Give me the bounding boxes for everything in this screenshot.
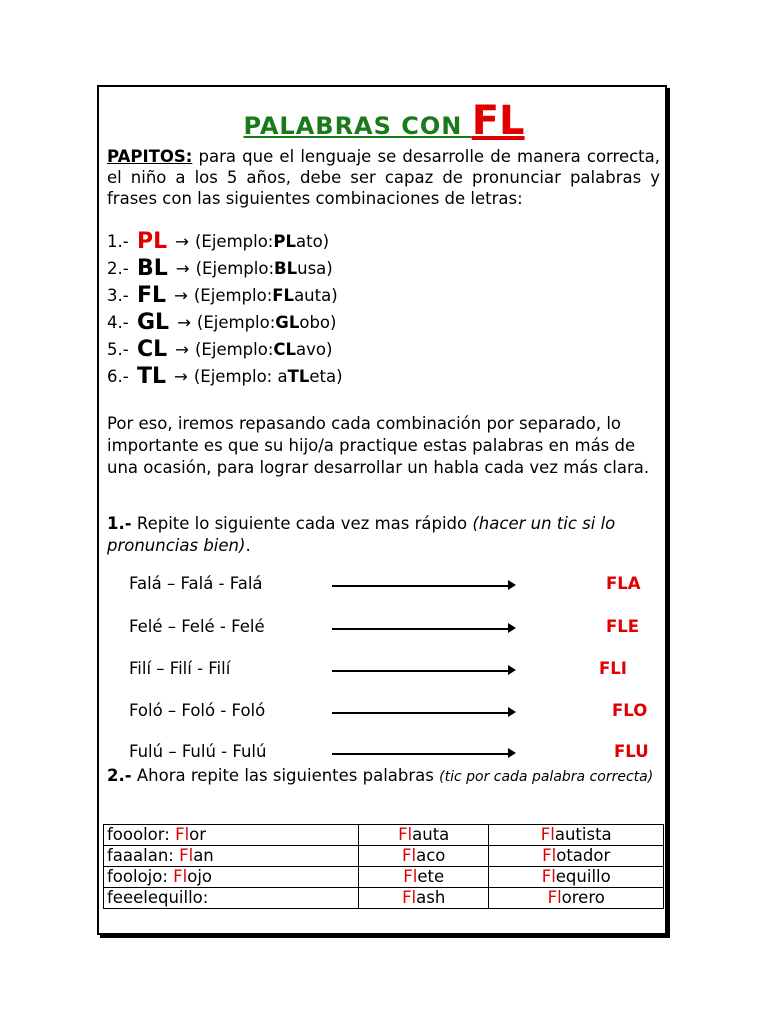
arrow-head-icon [508,665,516,675]
table-cell [489,888,664,909]
exercise-1-note: (hacer un tic si lo pronuncias bien) [107,514,616,555]
arrow-line [332,670,510,672]
cell-highlight: Fl [398,825,413,844]
drill-row [0,617,768,639]
arrow-icon: → [175,340,189,359]
title-highlight: FL [471,98,525,144]
combo-example-rest: usa) [297,259,333,278]
title-text: PALABRAS CON [243,112,472,140]
arrow-head-icon [508,580,516,590]
drill-word: Foló – Foló - Foló [129,701,266,720]
combo-key: PL [137,229,168,254]
table-cell [104,825,359,846]
arrow-line [332,753,510,755]
table-cell [358,867,489,888]
table-row [104,867,664,888]
cell-prefix: foolojo: [107,867,174,886]
combo-number: 4.- [107,313,129,332]
arrow-icon: → [175,232,189,251]
combo-example-label: (Ejemplo: a [193,367,288,386]
drill-row [0,659,768,681]
cell-prefix: faaalan: [107,846,180,865]
table-cell [358,846,489,867]
table-row [104,825,664,846]
combo-key: BL [137,256,168,281]
table-row [104,888,664,909]
exercise-2-note: (tic por cada palabra correcta) [439,769,654,785]
intro-paragraph [107,146,660,209]
combo-example-label: (Ejemplo: [196,313,276,332]
drill-syllable: FLI [599,659,627,678]
exercise-1-instruction [107,513,660,557]
combo-example-bold: TL [287,367,310,386]
table-cell [104,846,359,867]
combination-list [107,228,343,390]
drill-row [0,574,768,596]
arrow-icon: → [174,367,188,386]
explanation-paragraph: Por eso, iremos repasando cada combinación por separado, lo importante es que su hijo/a practique estas palabras en más de una ocasión, para lograr desarrollar un habla cada vez más clara. [107,414,650,477]
combo-item [107,228,343,255]
cell-highlight: Fl [175,825,190,844]
arrow-line [332,628,510,630]
combo-number: 2.- [107,259,129,278]
combo-example-label: (Ejemplo: [195,340,274,359]
intro-label: PAPITOS: [107,147,193,166]
exercise-2-text: Ahora repite las siguientes palabras [131,766,440,785]
worksheet-frame [97,85,667,935]
cell-rest: autista [554,825,612,844]
cell-highlight: Fl [547,888,562,907]
combo-example-bold: FL [272,286,295,305]
combo-example-bold: PL [273,232,296,251]
combo-example-label: (Ejemplo: [193,286,273,305]
arrow-head-icon [508,748,516,758]
combo-item [107,363,343,390]
arrow-head-icon [508,707,516,717]
intro-text: para que el lenguaje se desarrolle de manera correcta, el niño a los 5 años, debe ser capaz de pronunciar palabras y frases con las siguientes combinaciones de letras: [107,147,660,208]
drill-word: Fulú – Fulú - Fulú [129,742,267,761]
table-cell [489,867,664,888]
drill-word: Filí – Filí - Filí [129,659,231,678]
combo-example-rest: obo) [299,313,337,332]
exercise-2-instruction [107,766,660,787]
combo-key: TL [137,364,167,389]
drill-row [0,742,768,764]
cell-rest: ash [416,888,446,907]
combo-number: 1.- [107,232,129,251]
combo-item [107,255,343,282]
combo-key: FL [137,283,167,308]
table-cell [104,867,359,888]
cell-rest: ete [417,867,445,886]
cell-rest: ojo [187,867,213,886]
cell-rest: equillo [555,867,611,886]
combo-number: 3.- [107,286,129,305]
arrow-icon: → [174,286,188,305]
combo-example-rest: eta) [309,367,343,386]
drill-syllable: FLU [614,742,649,761]
combo-example-rest: ato) [295,232,330,251]
cell-highlight: Fl [179,846,194,865]
drill-word: Felé – Felé - Felé [129,617,265,636]
table-row [104,846,664,867]
combo-item [107,336,343,363]
cell-rest: aco [416,846,446,865]
drill-row [0,701,768,723]
combo-item [107,309,343,336]
word-table [103,824,664,909]
combo-example-bold: GL [275,313,300,332]
cell-highlight: Fl [542,846,557,865]
arrow-line [332,712,510,714]
combo-example-rest: auta) [294,286,338,305]
combo-example-bold: BL [274,259,298,278]
cell-rest: an [193,846,214,865]
combo-key: CL [137,337,168,362]
cell-rest: auta [412,825,450,844]
combo-item [107,282,343,309]
page-title [0,98,768,144]
table-cell [489,846,664,867]
drill-word: Falá – Falá - Falá [129,574,263,593]
cell-highlight: Fl [173,867,188,886]
drill-syllable: FLO [612,701,648,720]
drill-syllable: FLE [606,617,640,636]
cell-prefix: fooolor: [107,825,176,844]
arrow-head-icon [508,623,516,633]
combo-key: GL [137,310,170,335]
combo-example-label: (Ejemplo: [194,232,274,251]
arrow-line [332,585,510,587]
cell-highlight: Fl [402,846,417,865]
table-cell [358,825,489,846]
cell-rest: otador [556,846,611,865]
table-cell [104,888,359,909]
combo-example-bold: CL [273,340,297,359]
arrow-icon: → [175,259,190,278]
cell-highlight: Fl [541,867,556,886]
cell-prefix: feeelequillo: [107,888,209,907]
drill-syllable: FLA [606,574,641,593]
exercise-1-end: . [245,536,251,555]
exercise-1-text: Repite lo siguiente cada vez mas rápido [131,514,473,533]
combo-number: 5.- [107,340,129,359]
cell-rest: orero [561,888,605,907]
exercise-2-number: 2.- [107,766,132,785]
combo-example-label: (Ejemplo: [195,259,275,278]
cell-highlight: Fl [403,867,418,886]
combo-number: 6.- [107,367,129,386]
combo-example-rest: avo) [296,340,333,359]
cell-highlight: Fl [402,888,417,907]
cell-highlight: Fl [540,825,555,844]
table-cell [489,825,664,846]
cell-rest: or [189,825,207,844]
table-cell [358,888,489,909]
arrow-icon: → [177,313,191,332]
exercise-1-number: 1.- [107,514,132,533]
